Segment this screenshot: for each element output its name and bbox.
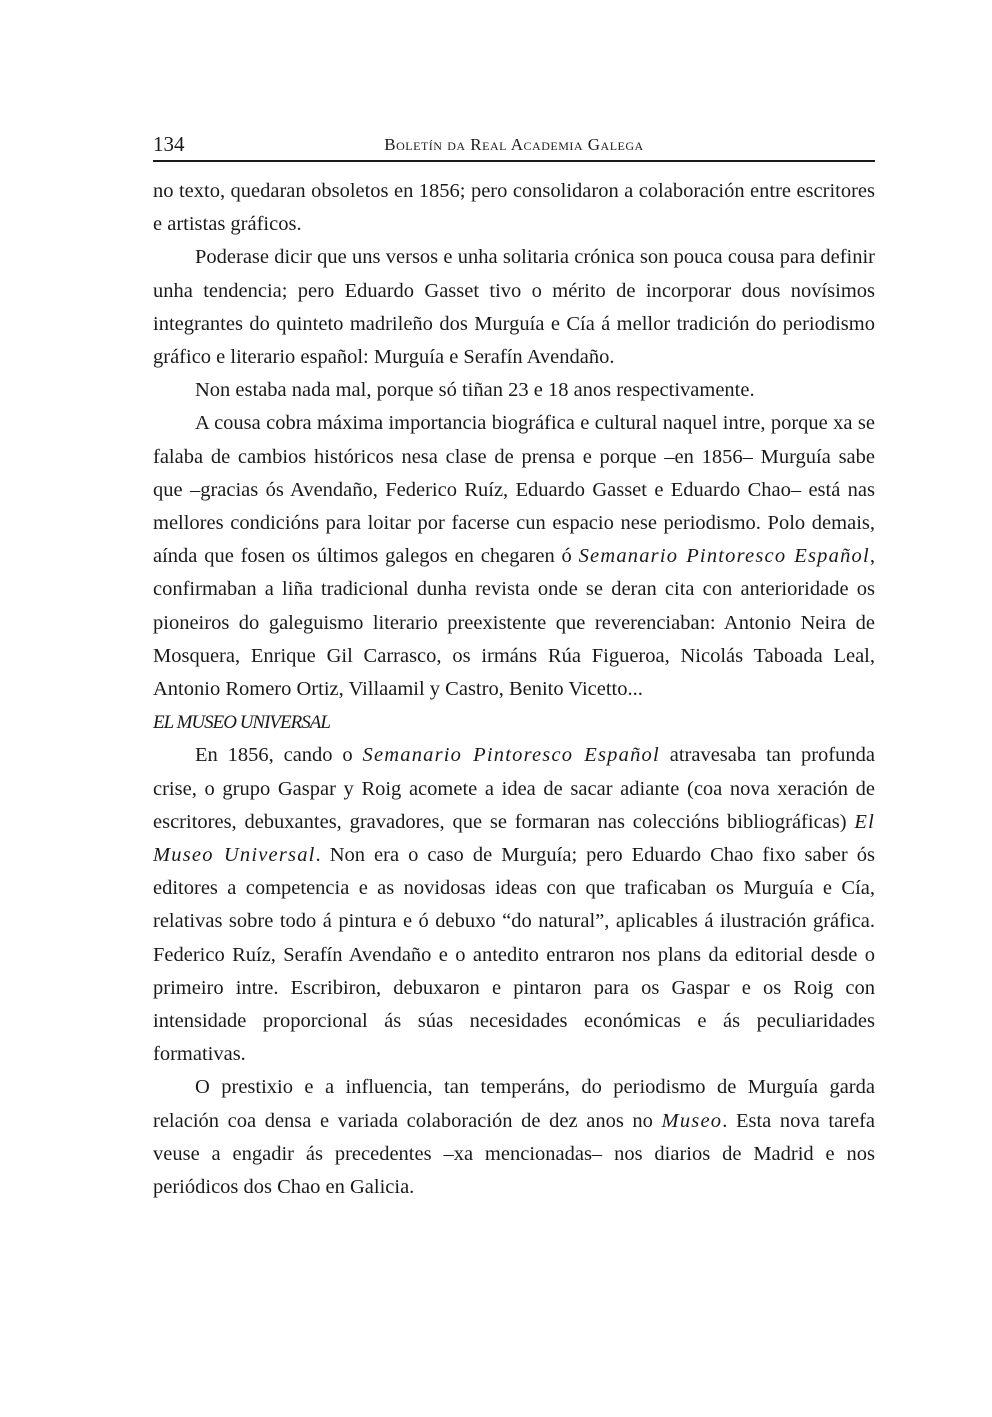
running-head	[153, 130, 875, 162]
paragraph-4-text-a: A cousa cobra máxima importancia biográfica e cultural naquel intre, porque xa se falaba de cambios históricos nesa clase de prensa e porque –en 1856– Murguía sabe que –gracias ós Avendaño, Federico Ruíz, Eduardo Gasset e Eduardo Chao– está nas mellores condicións para loitar por facerse cun espacio nese periodismo. Polo demais, aínda que fosen os últimos galegos en chegaren ó	[153, 412, 875, 568]
paragraph-5	[153, 739, 875, 1071]
body-text	[153, 175, 875, 1204]
paragraph-6	[153, 1071, 875, 1204]
page-number: 134	[153, 132, 185, 156]
paragraph-1-text: no texto, quedaran obsoletos en 1856; pero consolidaron a colaboración entre escritores e artistas gráficos.	[153, 180, 875, 236]
paragraph-1	[153, 175, 875, 241]
section-heading: EL MUSEO UNIVERSAL	[153, 712, 330, 734]
paragraph-6-text-b: . Esta nova tarefa veuse a engadir ás precedentes –xa mencionadas– nos diarios de Madrid e nos periódicos dos Chao en Galicia.	[153, 1109, 875, 1199]
paragraph-5-text-b: atravesaba tan profunda crise, o grupo Gaspar y Roig acomete a idea de sacar adiante (coa nova xeración de escritores, debuxantes, gravadores, que se formaran nas coleccións bibliográficas)	[153, 744, 875, 833]
paragraph-3	[153, 374, 875, 407]
paragraph-5-text-a: En 1856, cando o	[195, 744, 363, 767]
paragraph-2	[153, 241, 875, 374]
journal-title: Boletín da Real Academia Galega	[384, 135, 644, 154]
paragraph-4	[153, 407, 875, 706]
paragraph-2-text: Poderase dicir que uns versos e unha solitaria crónica son pouca cousa para definir unha tendencia; pero Eduardo Gasset tivo o mérito de incorporar dous novísimos integrantes do quinteto madrileño dos Murguía e Cía á mellor tradición do periodismo gráfico e literario español: Murguía e Serafín Avendaño.	[153, 246, 875, 369]
museo-universal-title-ref: El Museo Universal	[153, 810, 875, 867]
semanario-title-ref: Semanario Pintoresco Español	[578, 545, 870, 568]
museo-title-ref: Museo	[661, 1109, 723, 1132]
paragraph-6-text-a: O prestixio e a influencia, tan temperáns, do periodismo de Murguía garda relación coa densa e variada colaboración de dez anos no	[153, 1076, 875, 1132]
paragraph-3-text: Non estaba nada mal, porque só tiñan 23 e 18 anos respectivamente.	[195, 379, 755, 402]
paragraph-5-text-c: . Non era o caso de Murguía; pero Eduardo Chao fixo saber ós editores a competencia e as novidosas ideas con que traficaban os Murguía e Cía, relativas sobre todo á pintura e ó debuxo “do natural”, aplicables á ilustración gráfica. Federico Ruíz, Serafín Avendaño e o antedito entraron nos plans da editorial desde o primeiro intre. Escribiron, debuxaron e pintaron para os Gaspar e os Roig con intensidade proporcional ás súas necesidades económicas e ás peculiaridades formativas.	[153, 844, 875, 1066]
semanario-title-ref-2: Semanario Pintoresco Español	[362, 744, 660, 767]
paragraph-4-text-b: , confirmaban a liña tradicional dunha revista onde se deran cita con anterioridade os pioneiros do galeguismo literario preexistente que reverenciaban: Antonio Neira de Mosquera, Enrique Gil Carrasco, os irmáns Rúa Figueroa, Nicolás Taboada Leal, Antonio Romero Ortiz, Villaamil y Castro, Benito Vicetto...	[153, 545, 875, 701]
